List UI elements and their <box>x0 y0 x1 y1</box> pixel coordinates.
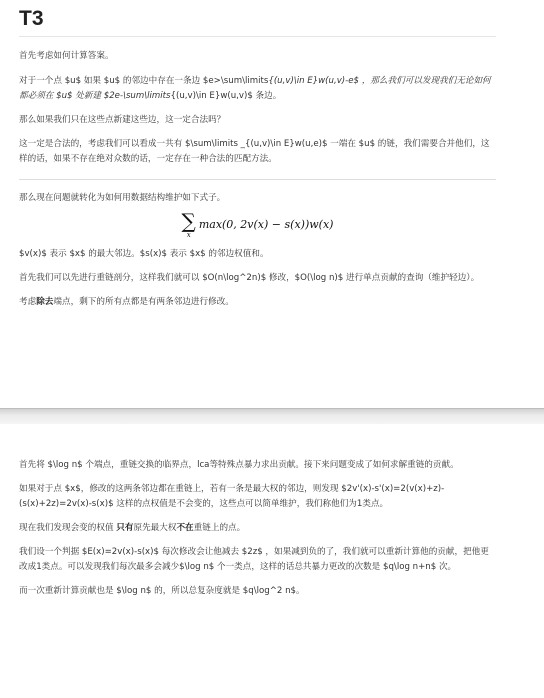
paragraph-2-part-a: 对于一个点 $u$ 如果 $u$ 的邻边中存在一条边 $e>\sum\limits <box>19 76 269 86</box>
paragraph-1: 首先考虑如何计算答案。 <box>19 51 114 61</box>
paragraph-2 <box>19 74 496 104</box>
paragraph-10: 如果对于点 $x$，修改的这两条邻边都在重链上，若有一条是最大权的邻边，则发现 $2v'(x)-s'(x)=2(v(x)+z)-(s(x)+2z)=2v(x)-s(x)$ 这样的点权值是不会变的，这些点可以简单维护，我们称他们为1类点。 <box>19 484 445 509</box>
summation-symbol: ∑ x <box>181 209 196 239</box>
page-1-content <box>19 6 496 310</box>
page-separator <box>0 408 544 425</box>
paragraph-8-text-b: 端点，剩下的所有点都是有两条邻边进行修改。 <box>53 297 234 307</box>
paragraph-12: 我们设一个判据 $E(x)=2v(x)-s(x)$ 每次修改会让他减去 $2z$ ，如果减到负的了，我们就可以重新计算他的贡献，把他更改成1类点。可以发现我们每次最多会减少$\log n$ 个一类点，这样的话总共暴力更改的次数是 $q\log n+n$ 次。 <box>19 547 489 572</box>
paragraph-7: 首先我们可以先进行重链剖分，这样我们就可以 $O(n\log^2n)$ 修改，$O(\log n)$ 进行单点贡献的查询（维护轻边）。 <box>19 273 480 283</box>
paragraph-2-part-b: {(u,v)\in E}w(u,v)-e$ ，那么我们可以发现我们无论如何都必须在 $u$ 处新建 $2e-\sum\limits <box>19 76 491 101</box>
formula-block <box>19 211 496 239</box>
paragraph-9: 首先将 $\log n$ 个端点，重链交换的临界点，lca等特殊点暴力求出贡献。接下来问题变成了如何求解重链的贡献。 <box>19 460 459 470</box>
paragraph-5: 那么现在问题就转化为如何用数据结构维护如下式子。 <box>19 193 226 203</box>
page-2 <box>0 424 544 698</box>
paragraph-11 <box>19 521 496 536</box>
paragraph-13: 而一次重新计算贡献也是 $\log n$ 的，所以总复杂度就是 $q\log^2 n$。 <box>19 586 305 596</box>
paragraph-3: 那么如果我们只在这些点新建这些边，这一定合法吗？ <box>19 115 226 125</box>
page-title: T3 <box>19 6 496 37</box>
paragraph-11-text-c: 重链上的点。 <box>193 523 246 533</box>
page-2-content <box>19 458 496 599</box>
paragraph-11-bold-2: 不在 <box>176 523 194 533</box>
paragraph-6: $v(x)$ 表示 $x$ 的最大邻边。$s(x)$ 表示 $x$ 的邻边权值和。 <box>19 249 269 259</box>
paragraph-8-text-a: 考虑 <box>19 297 37 307</box>
summation-index: x <box>186 231 191 239</box>
paragraph-8-bold: 除去 <box>36 297 54 307</box>
paragraph-11-text-a: 现在我们发现会变的权值 <box>19 523 117 533</box>
formula-expression: max(0, 2v(x) − s(x))w(x) <box>198 218 334 231</box>
paragraph-2-part-c: {(u,v)\in E}w(u,v)$ 条边。 <box>170 91 282 101</box>
paragraph-11-bold-1: 只有 <box>116 523 134 533</box>
paragraph-8 <box>19 295 496 310</box>
paragraph-11-text-b: 原先最大权 <box>133 523 177 533</box>
paragraph-4: 这一定是合法的，考虑我们可以看成一共有 $\sum\limits _{(u,v)\in E}w(u,e)$ 一端在 $u$ 的链，我们需要合并他们，这样的话，如果不存在绝对众数的话，一定存在一种合法的匹配方法。 <box>19 139 490 164</box>
